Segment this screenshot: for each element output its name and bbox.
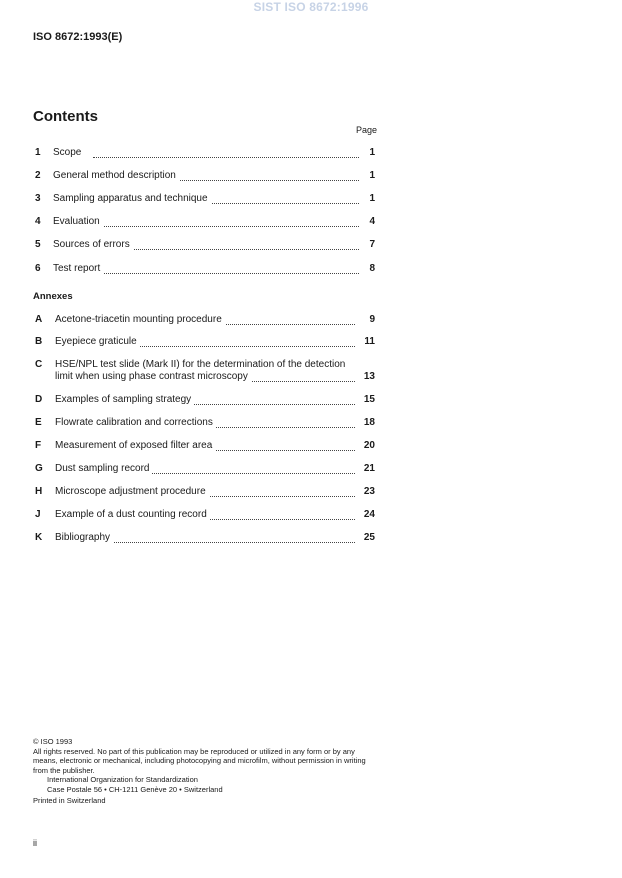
page-number: ii <box>33 838 37 848</box>
toc-page: 1 <box>369 193 375 204</box>
toc-number: 2 <box>35 170 41 181</box>
dot-leader <box>93 542 355 543</box>
annex-page: 24 <box>363 509 375 520</box>
toc-entry-sampling-apparatus[interactable] <box>33 193 377 207</box>
toc-annex-a[interactable] <box>33 314 377 328</box>
document-id: ISO 8672:1993(E) <box>33 31 123 43</box>
toc-annex-k[interactable] <box>33 532 377 546</box>
annex-letter: F <box>35 440 42 451</box>
dot-leader <box>93 226 359 227</box>
annex-letter: C <box>35 359 43 370</box>
rights-statement: All rights reserved. No part of this publication may be reproduced or utilized in any form or by any means, electronic or mechanical, including photocopying and microfilm, without permission in writing from the publisher. <box>33 746 366 775</box>
toc-annex-e[interactable] <box>33 417 377 431</box>
annex-letter: A <box>35 314 43 325</box>
annex-title-line1: HSE/NPL test slide (Mark II) for the determination of the detection <box>55 359 346 370</box>
toc-annex-d[interactable] <box>33 394 377 408</box>
annex-title: Microscope adjustment procedure <box>55 486 209 497</box>
annex-page: 25 <box>363 532 375 543</box>
annex-page: 20 <box>363 440 375 451</box>
toc-number: 6 <box>35 263 41 274</box>
toc-number: 5 <box>35 239 41 250</box>
toc-entry-scope[interactable] <box>33 147 377 161</box>
dot-leader <box>93 157 359 158</box>
toc-page: 8 <box>369 263 375 274</box>
annex-letter: J <box>35 509 41 520</box>
toc-number: 1 <box>35 147 41 158</box>
toc-page: 1 <box>369 147 375 158</box>
printed-in: Printed in Switzerland <box>33 796 106 805</box>
annex-letter: G <box>35 463 43 474</box>
annex-title: Measurement of exposed filter area <box>55 440 215 451</box>
toc-number: 3 <box>35 193 41 204</box>
annex-title: Acetone-triacetin mounting procedure <box>55 314 225 325</box>
contents-title: Contents <box>33 108 98 125</box>
toc-number: 4 <box>35 216 41 227</box>
toc-annex-f[interactable] <box>33 440 377 454</box>
toc-title: Evaluation <box>53 216 103 227</box>
toc-page: 4 <box>369 216 375 227</box>
dot-leader <box>93 249 359 250</box>
toc-title: Scope <box>53 147 84 158</box>
copyright-notice <box>33 737 379 806</box>
annex-title: Bibliography <box>55 532 113 543</box>
organization-address: Case Postale 56 • CH-1211 Genève 20 • Switzerland <box>47 784 223 794</box>
toc-entry-test-report[interactable] <box>33 263 377 277</box>
toc-annex-j[interactable] <box>33 509 377 523</box>
toc-entry-general-method[interactable] <box>33 170 377 184</box>
page-column-label: Page <box>356 125 378 135</box>
watermark: SIST ISO 8672:1996 <box>253 0 369 14</box>
annex-letter: D <box>35 394 43 405</box>
toc-annex-b[interactable] <box>33 336 377 350</box>
annex-page: 21 <box>363 463 375 474</box>
annexes-heading: Annexes <box>33 291 73 302</box>
annex-page: 11 <box>364 336 375 347</box>
annex-letter: B <box>35 336 43 347</box>
annex-letter: H <box>35 486 43 497</box>
toc-annex-c[interactable] <box>33 359 377 385</box>
annex-title: Dust sampling record <box>55 463 152 474</box>
toc-page: 1 <box>369 170 375 181</box>
toc-annex-h[interactable] <box>33 486 377 500</box>
annex-page: 18 <box>363 417 375 428</box>
toc-entry-sources-of-errors[interactable] <box>33 239 377 253</box>
annex-letter: E <box>35 417 42 428</box>
organization-name: International Organization for Standardization <box>47 775 198 784</box>
annex-page: 15 <box>363 394 375 405</box>
toc-annex-g[interactable] <box>33 463 377 477</box>
annex-letter: K <box>35 532 43 543</box>
toc-title: Sampling apparatus and technique <box>53 193 211 204</box>
toc-title: General method description <box>53 170 179 181</box>
annex-page: 23 <box>363 486 375 497</box>
annex-title: Examples of sampling strategy <box>55 394 194 405</box>
toc-page: 7 <box>369 239 375 250</box>
copyright-line: © ISO 1993 <box>33 737 73 746</box>
annex-title: Example of a dust counting record <box>55 509 210 520</box>
annex-title: Eyepiece graticule <box>55 336 140 347</box>
annex-page: 13 <box>363 371 375 382</box>
toc-title: Test report <box>53 263 103 274</box>
annex-title: Flowrate calibration and corrections <box>55 417 216 428</box>
dot-leader <box>93 273 359 274</box>
annex-page: 9 <box>369 314 375 325</box>
toc-title: Sources of errors <box>53 239 133 250</box>
annex-title-line2: limit when using phase contrast microscopy <box>55 371 251 382</box>
toc-entry-evaluation[interactable] <box>33 216 377 230</box>
